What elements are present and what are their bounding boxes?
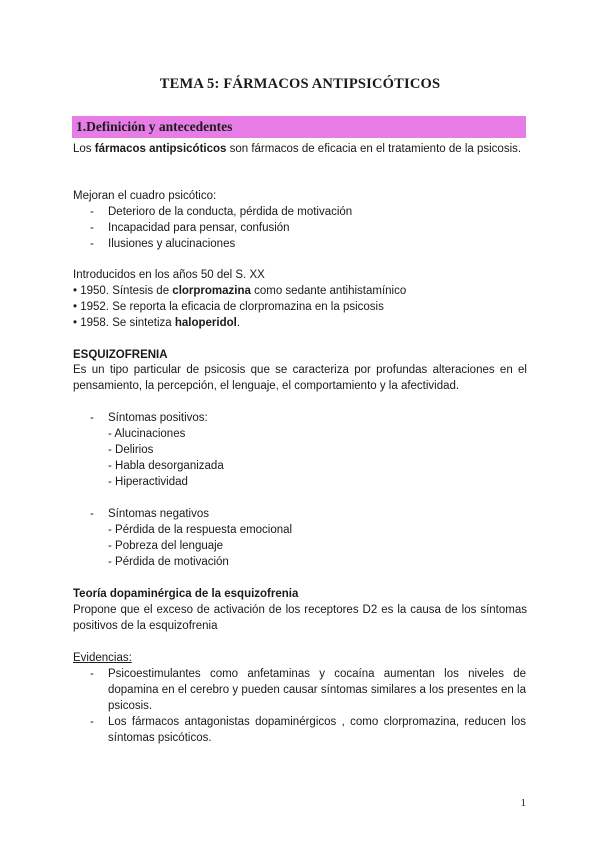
evidence-text: Los fármacos antagonistas dopaminérgicos , como clorpromazina, reducen los síntomas psicóticos. <box>108 716 526 744</box>
dopamine-theory-heading: Teoría dopaminérgica de la esquizofrenia <box>73 588 299 600</box>
positive-symptom: - Hiperactividad <box>108 476 188 488</box>
list-item-text: Incapacidad para pensar, confusión <box>108 222 290 234</box>
negative-symptoms-label: Síntomas negativos <box>108 508 210 520</box>
dash-bullet: - <box>90 412 94 424</box>
history-1950 <box>73 283 527 299</box>
section-heading: 1.Definición y antecedentes <box>76 119 233 134</box>
section-heading-bar <box>72 116 526 138</box>
history-text: como sedante antihistamínico <box>250 285 407 297</box>
history-text: • 1950. Síntesis de <box>73 285 173 297</box>
dash-bullet: - <box>90 238 94 250</box>
evidence-label: Evidencias: <box>73 652 132 664</box>
page-number: 1 <box>520 797 526 809</box>
introduced-line: Introducidos en los años 50 del S. XX <box>73 269 265 281</box>
document-title: TEMA 5: FÁRMACOS ANTIPSICÓTICOS <box>159 76 441 92</box>
history-1952: • 1952. Se reporta la eficacia de clorpromazina en la psicosis <box>73 301 384 313</box>
schizophrenia-definition: Es un tipo particular de psicosis que se caracteriza por profundas alteraciones en el pensamiento, la percepción, el lenguaje, el comportamiento y la afectividad. <box>73 364 527 392</box>
dash-bullet: - <box>90 508 94 520</box>
dash-bullet: - <box>90 222 94 234</box>
history-bold: clorpromazina <box>172 285 251 297</box>
dash-bullet: - <box>90 716 94 728</box>
negative-symptom: - Pobreza del lenguaje <box>108 540 224 552</box>
positive-symptom: - Habla desorganizada <box>108 460 224 472</box>
dash-bullet: - <box>90 206 94 218</box>
definition-bold: fármacos antipsicóticos <box>94 143 227 155</box>
list-item-text: Ilusiones y alucinaciones <box>108 238 236 250</box>
history-bold: haloperidol <box>174 317 237 329</box>
definition-text-rest: son fármacos de eficacia en el tratamiento de la psicosis. <box>226 143 522 155</box>
history-text: . <box>236 317 241 329</box>
dopamine-theory-text: Propone que el exceso de activación de los receptores D2 es la causa de los síntomas positivos de la esquizofrenia <box>73 604 527 632</box>
history-text: • 1958. Se sintetiza <box>73 317 175 329</box>
improve-intro: Mejoran el cuadro psicótico: <box>73 190 217 202</box>
positive-symptom: - Delirios <box>108 444 154 456</box>
evidence-text: Psicoestimulantes como anfetaminas y cocaína aumentan los niveles de dopamina en el cerebro y pueden causar síntomas similares a los presentes en la psicosis. <box>108 668 526 712</box>
dash-bullet: - <box>90 668 94 680</box>
positive-symptoms-label: Síntomas positivos: <box>108 412 208 424</box>
positive-symptom: - Alucinaciones <box>108 428 186 440</box>
history-1958 <box>73 315 527 331</box>
schizophrenia-heading: ESQUIZOFRENIA <box>73 349 168 361</box>
negative-symptom: - Pérdida de motivación <box>108 556 229 568</box>
negative-symptom: - Pérdida de la respuesta emocional <box>108 524 293 536</box>
list-item-text: Deterioro de la conducta, pérdida de motivación <box>108 206 353 218</box>
definition-paragraph <box>73 141 527 157</box>
definition-text: Los <box>73 143 95 155</box>
